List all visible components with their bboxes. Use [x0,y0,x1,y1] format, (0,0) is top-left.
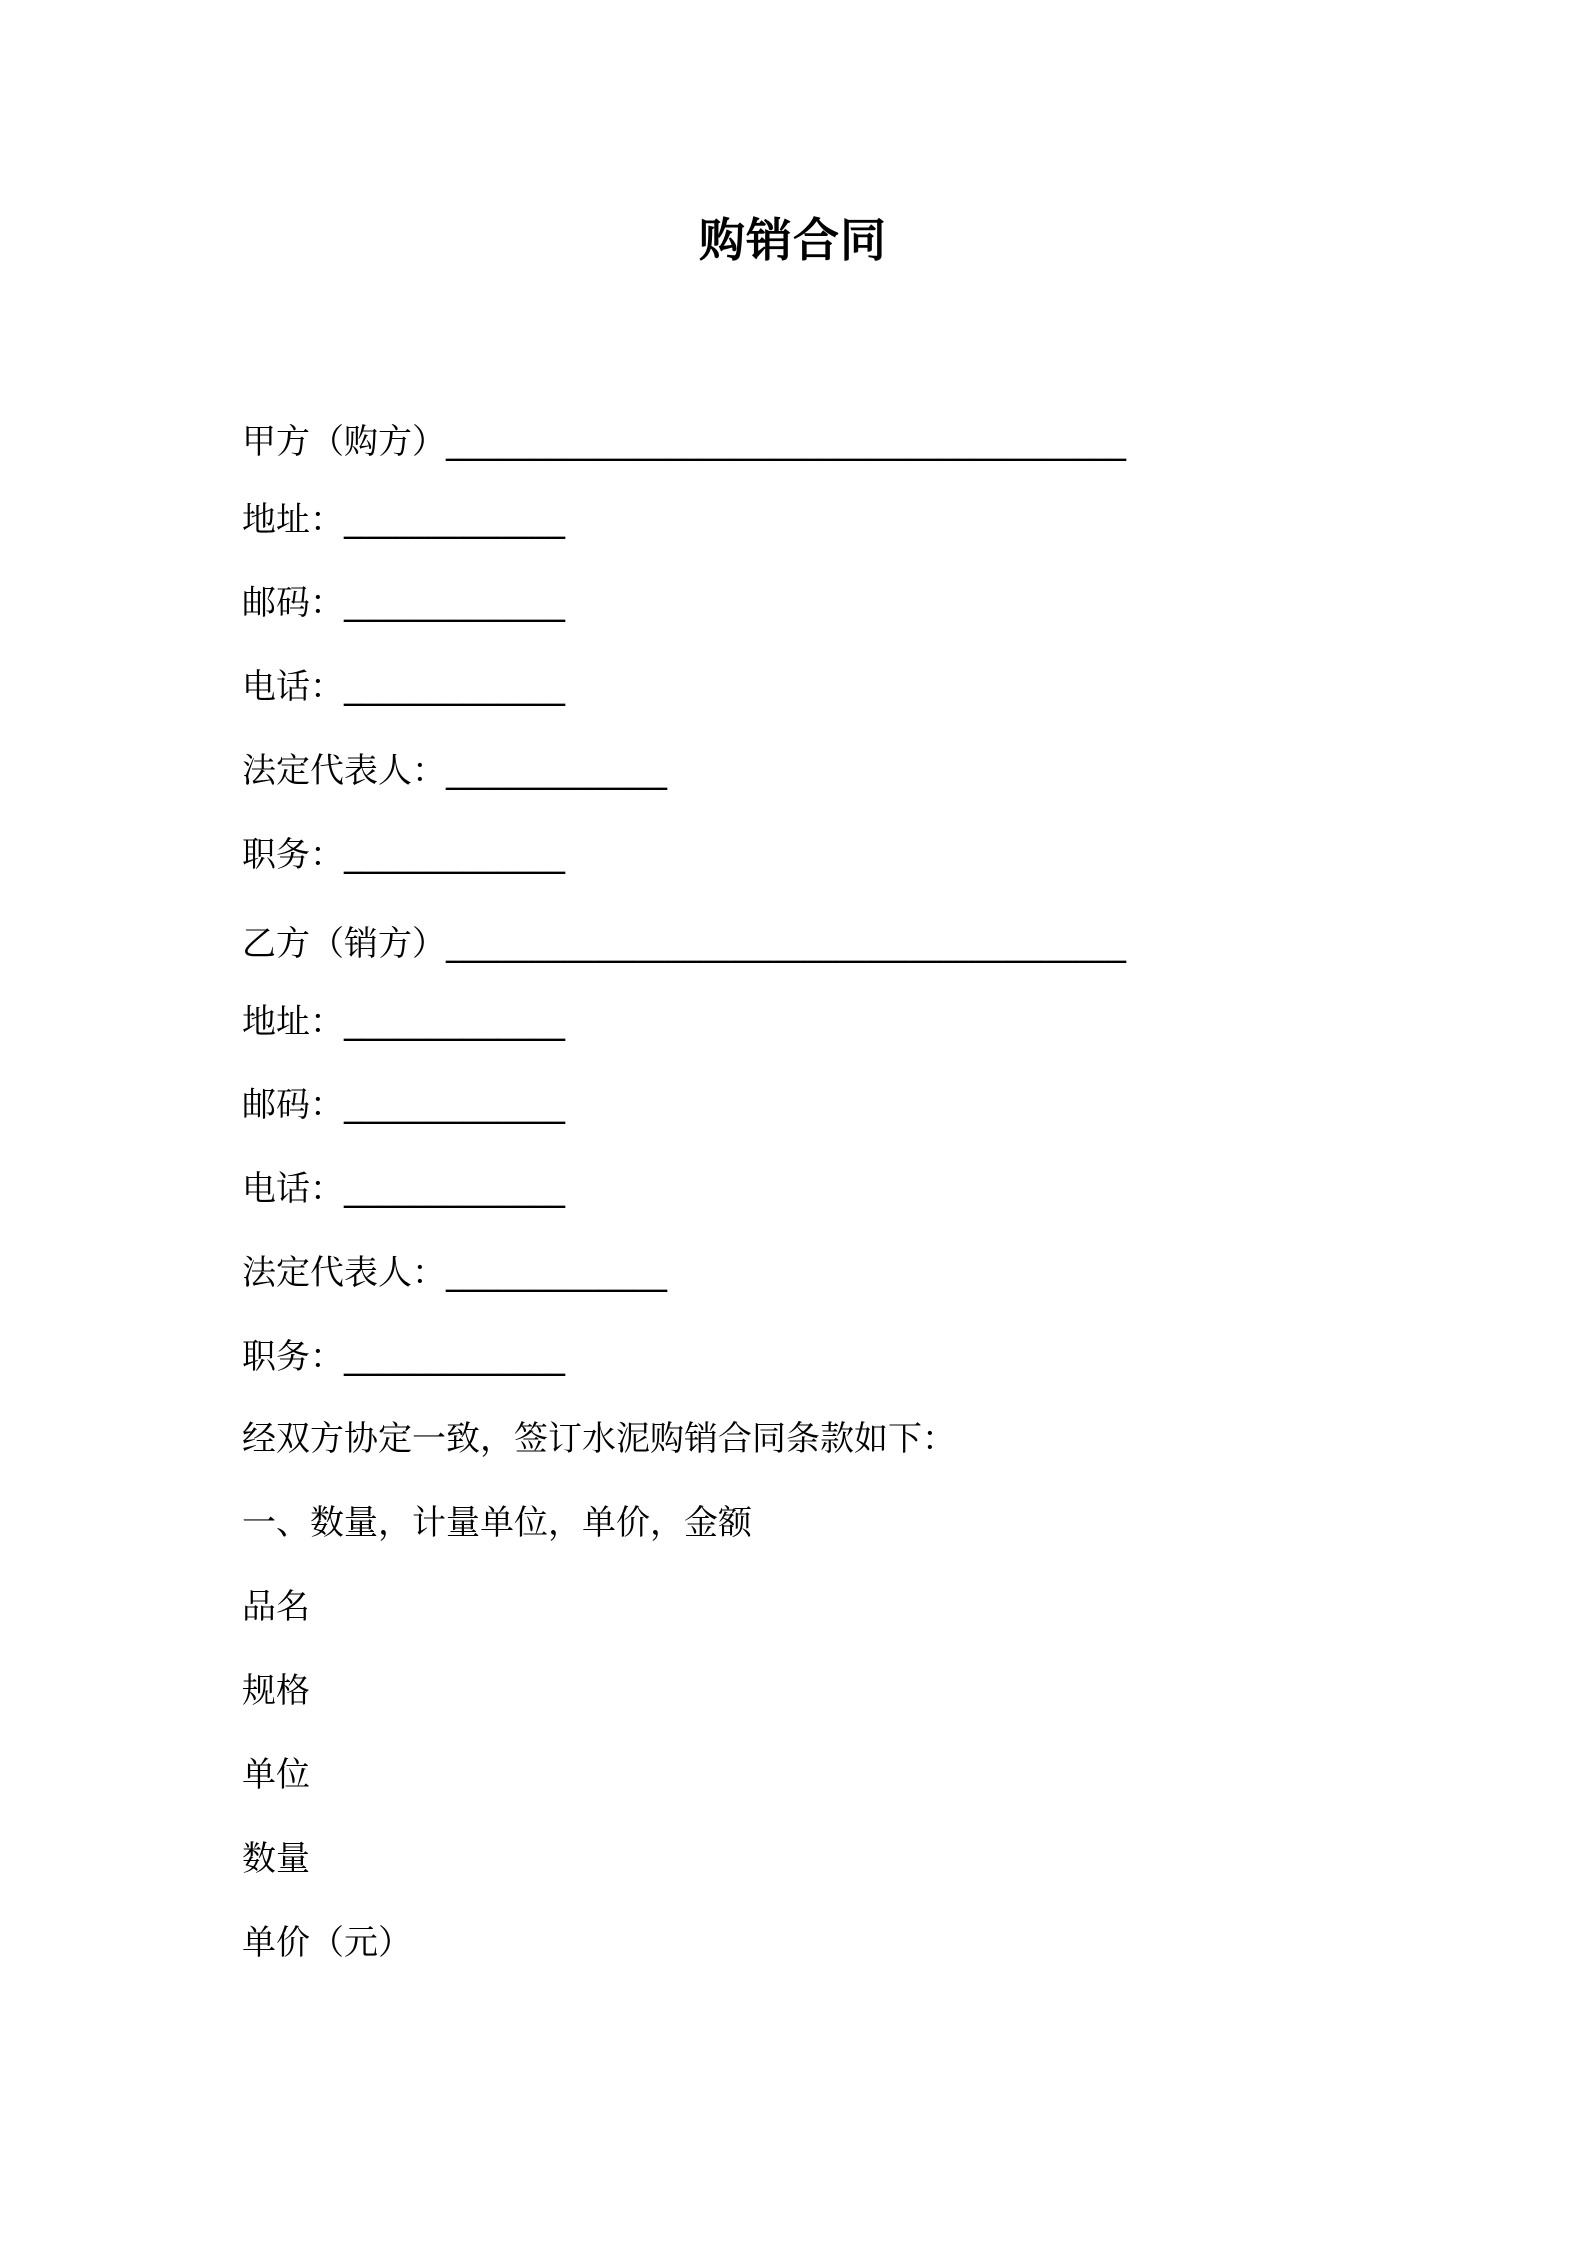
party-b-legal-representative-line: 法定代表人：_____________ [242,1253,667,1293]
party-b-position-line: 职务：_____________ [242,1337,565,1377]
party-a-postcode-line: 邮码：_____________ [242,583,565,623]
unit-line: 单位 [242,1755,310,1795]
agreement-intro-line: 经双方协定一致，签订水泥购销合同条款如下： [242,1419,956,1459]
party-a-address-line: 地址：_____________ [242,500,565,540]
party-a-position-line: 职务：_____________ [242,835,565,875]
party-b-phone-line: 电话：_____________ [242,1169,565,1209]
document-title: 购销合同 [699,213,887,267]
party-a-buyer-line: 甲方（购方）________________________________________ [242,422,1126,462]
party-b-seller-line: 乙方（销方）________________________________________ [242,924,1126,964]
party-b-postcode-line: 邮码：_____________ [242,1085,565,1125]
product-name-line: 品名 [242,1587,310,1627]
section-one-heading: 一、数量，计量单位，单价，金额 [242,1503,752,1543]
unit-price-line: 单价（元） [242,1923,412,1963]
party-a-phone-line: 电话：_____________ [242,667,565,707]
party-a-legal-representative-line: 法定代表人：_____________ [242,751,667,791]
party-b-address-line: 地址：_____________ [242,1002,565,1042]
quantity-line: 数量 [242,1839,310,1879]
specification-line: 规格 [242,1671,310,1711]
